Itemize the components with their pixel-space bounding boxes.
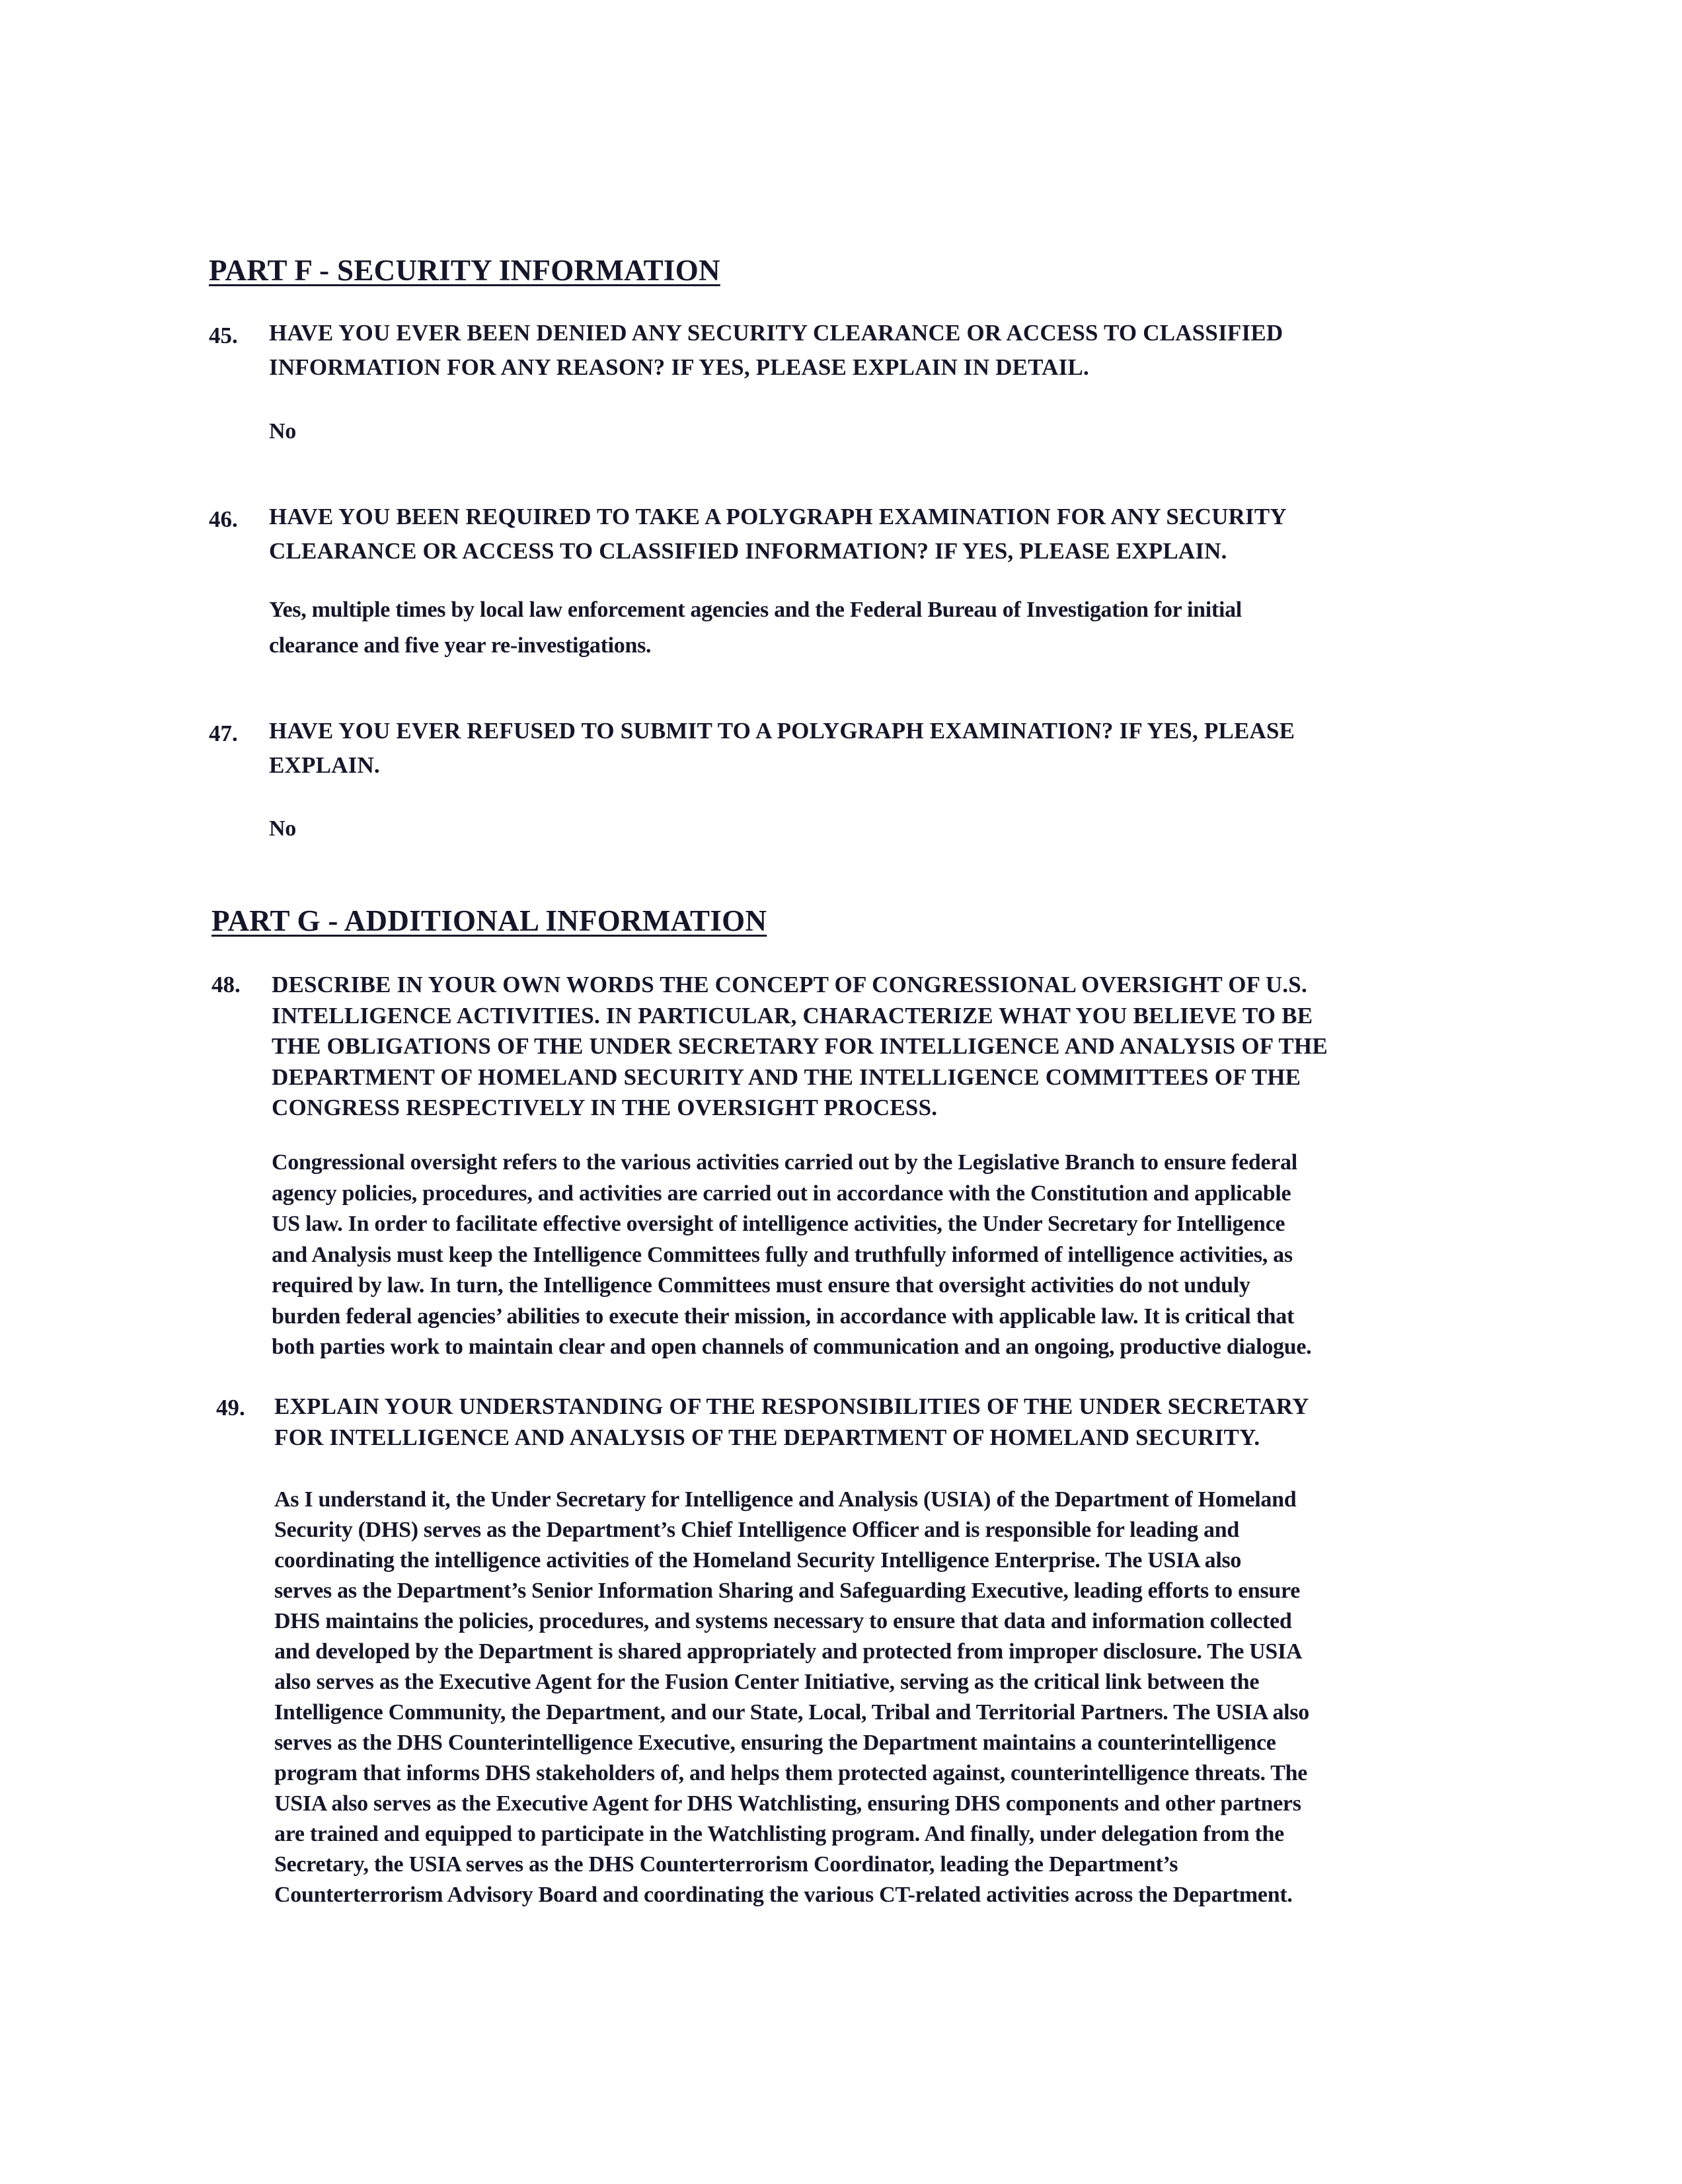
text-line: DHS maintains the policies, procedures, and systems necessary to ensure that data and information collected — [274, 1609, 1292, 1633]
text-line: Congressional oversight refers to the various activities carried out by the Legislative Branch to ensure federal — [272, 1150, 1297, 1175]
text-line: serves as the DHS Counterintelligence Executive, ensuring the Department maintains a counterintelligence — [274, 1731, 1276, 1755]
text-line: EXPLAIN YOUR UNDERSTANDING OF THE RESPONSIBILITIES OF THE UNDER SECRETARY — [274, 1393, 1309, 1419]
text-line: DEPARTMENT OF HOMELAND SECURITY AND THE INTELLIGENCE COMMITTEES OF THE — [272, 1064, 1301, 1090]
text-line: Counterterrorism Advisory Board and coordinating the various CT-related activities across the Department. — [274, 1883, 1293, 1907]
answer-47 — [269, 814, 296, 845]
text-line: As I understand it, the Under Secretary for Intelligence and Analysis (USIA) of the Department of Homeland — [274, 1487, 1297, 1512]
text-line: CLEARANCE OR ACCESS TO CLASSIFIED INFORMATION? IF YES, PLEASE EXPLAIN. — [269, 538, 1227, 564]
text-line: coordinating the intelligence activities of the Homeland Security Intelligence Enterprise. The USIA also — [274, 1548, 1242, 1573]
question-number: 48. — [211, 972, 241, 997]
text-line: Secretary, the USIA serves as the DHS Counterterrorism Coordinator, leading the Department’s — [274, 1852, 1178, 1877]
part-f-heading: PART F - SECURITY INFORMATION — [209, 254, 720, 287]
text-line: required by law. In turn, the Intelligence Committees must ensure that oversight activities do not unduly — [272, 1273, 1250, 1298]
answer-49 — [274, 1485, 1309, 1910]
question-number: 45. — [209, 323, 238, 348]
text-line: USIA also serves as the Executive Agent for DHS Watchlisting, ensuring DHS components and other partners — [274, 1791, 1301, 1816]
part-g-heading: PART G - ADDITIONAL INFORMATION — [211, 904, 767, 937]
text-line: and Analysis must keep the Intelligence Committees fully and truthfully informed of intelligence activities, as — [272, 1242, 1293, 1267]
text-line: also serves as the Executive Agent for the Fusion Center Initiative, serving as the critical link between the — [274, 1670, 1260, 1694]
text-line: No — [269, 419, 296, 444]
text-line: serves as the Department’s Senior Information Sharing and Safeguarding Executive, leading efforts to ensure — [274, 1579, 1300, 1603]
text-line: Intelligence Community, the Department, and our State, Local, Tribal and Territorial Partners. The USIA also — [274, 1700, 1309, 1725]
question-49 — [274, 1391, 1309, 1453]
answer-45 — [269, 416, 296, 448]
question-number: 49. — [216, 1395, 245, 1421]
text-line: INFORMATION FOR ANY REASON? IF YES, PLEASE EXPLAIN IN DETAIL. — [269, 354, 1089, 380]
text-line: burden federal agencies’ abilities to execute their mission, in accordance with applicable law. It is critical that — [272, 1304, 1294, 1329]
text-line: Security (DHS) serves as the Department’s Chief Intelligence Officer and is responsible for leading and — [274, 1518, 1239, 1542]
text-line: clearance and five year re-investigations. — [269, 633, 652, 658]
answer-48 — [272, 1148, 1311, 1363]
question-45 — [269, 316, 1283, 385]
text-line: FOR INTELLIGENCE AND ANALYSIS OF THE DEPARTMENT OF HOMELAND SECURITY. — [274, 1424, 1260, 1450]
text-line: DESCRIBE IN YOUR OWN WORDS THE CONCEPT OF CONGRESSIONAL OVERSIGHT OF U.S. — [272, 972, 1307, 997]
text-line: CONGRESS RESPECTIVELY IN THE OVERSIGHT PROCESS. — [272, 1095, 938, 1120]
text-line: US law. In order to facilitate effective oversight of intelligence activities, the Under Secretary for Intelligence — [272, 1212, 1285, 1236]
text-line: THE OBLIGATIONS OF THE UNDER SECRETARY FOR INTELLIGENCE AND ANALYSIS OF THE — [272, 1033, 1328, 1059]
question-46 — [269, 500, 1287, 568]
text-line: program that informs DHS stakeholders of, and helps them protected against, counterintelligence threats. The — [274, 1761, 1308, 1785]
text-line: HAVE YOU BEEN REQUIRED TO TAKE A POLYGRAPH EXAMINATION FOR ANY SECURITY — [269, 504, 1287, 529]
question-number: 47. — [209, 721, 238, 746]
text-line: both parties work to maintain clear and open channels of communication and an ongoing, productive dialogue. — [272, 1335, 1312, 1359]
text-line: Yes, multiple times by local law enforcement agencies and the Federal Bureau of Investigation for initial — [269, 598, 1242, 622]
question-47 — [269, 714, 1295, 783]
text-line: INTELLIGENCE ACTIVITIES. IN PARTICULAR, CHARACTERIZE WHAT YOU BELIEVE TO BE — [272, 1002, 1313, 1029]
question-number: 46. — [209, 506, 238, 532]
text-line: HAVE YOU EVER BEEN DENIED ANY SECURITY CLEARANCE OR ACCESS TO CLASSIFIED — [269, 320, 1283, 346]
text-line: HAVE YOU EVER REFUSED TO SUBMIT TO A POLYGRAPH EXAMINATION? IF YES, PLEASE — [269, 718, 1295, 744]
text-line: and developed by the Department is shared appropriately and protected from improper disclosure. The USIA — [274, 1639, 1303, 1664]
text-line: agency policies, procedures, and activities are carried out in accordance with the Constitution and applicable — [272, 1181, 1291, 1206]
text-line: EXPLAIN. — [269, 752, 380, 778]
text-line: are trained and equipped to participate in the Watchlisting program. And finally, under delegation from the — [274, 1822, 1284, 1846]
question-48 — [272, 970, 1328, 1124]
answer-46 — [269, 592, 1242, 664]
text-line: No — [269, 816, 296, 841]
